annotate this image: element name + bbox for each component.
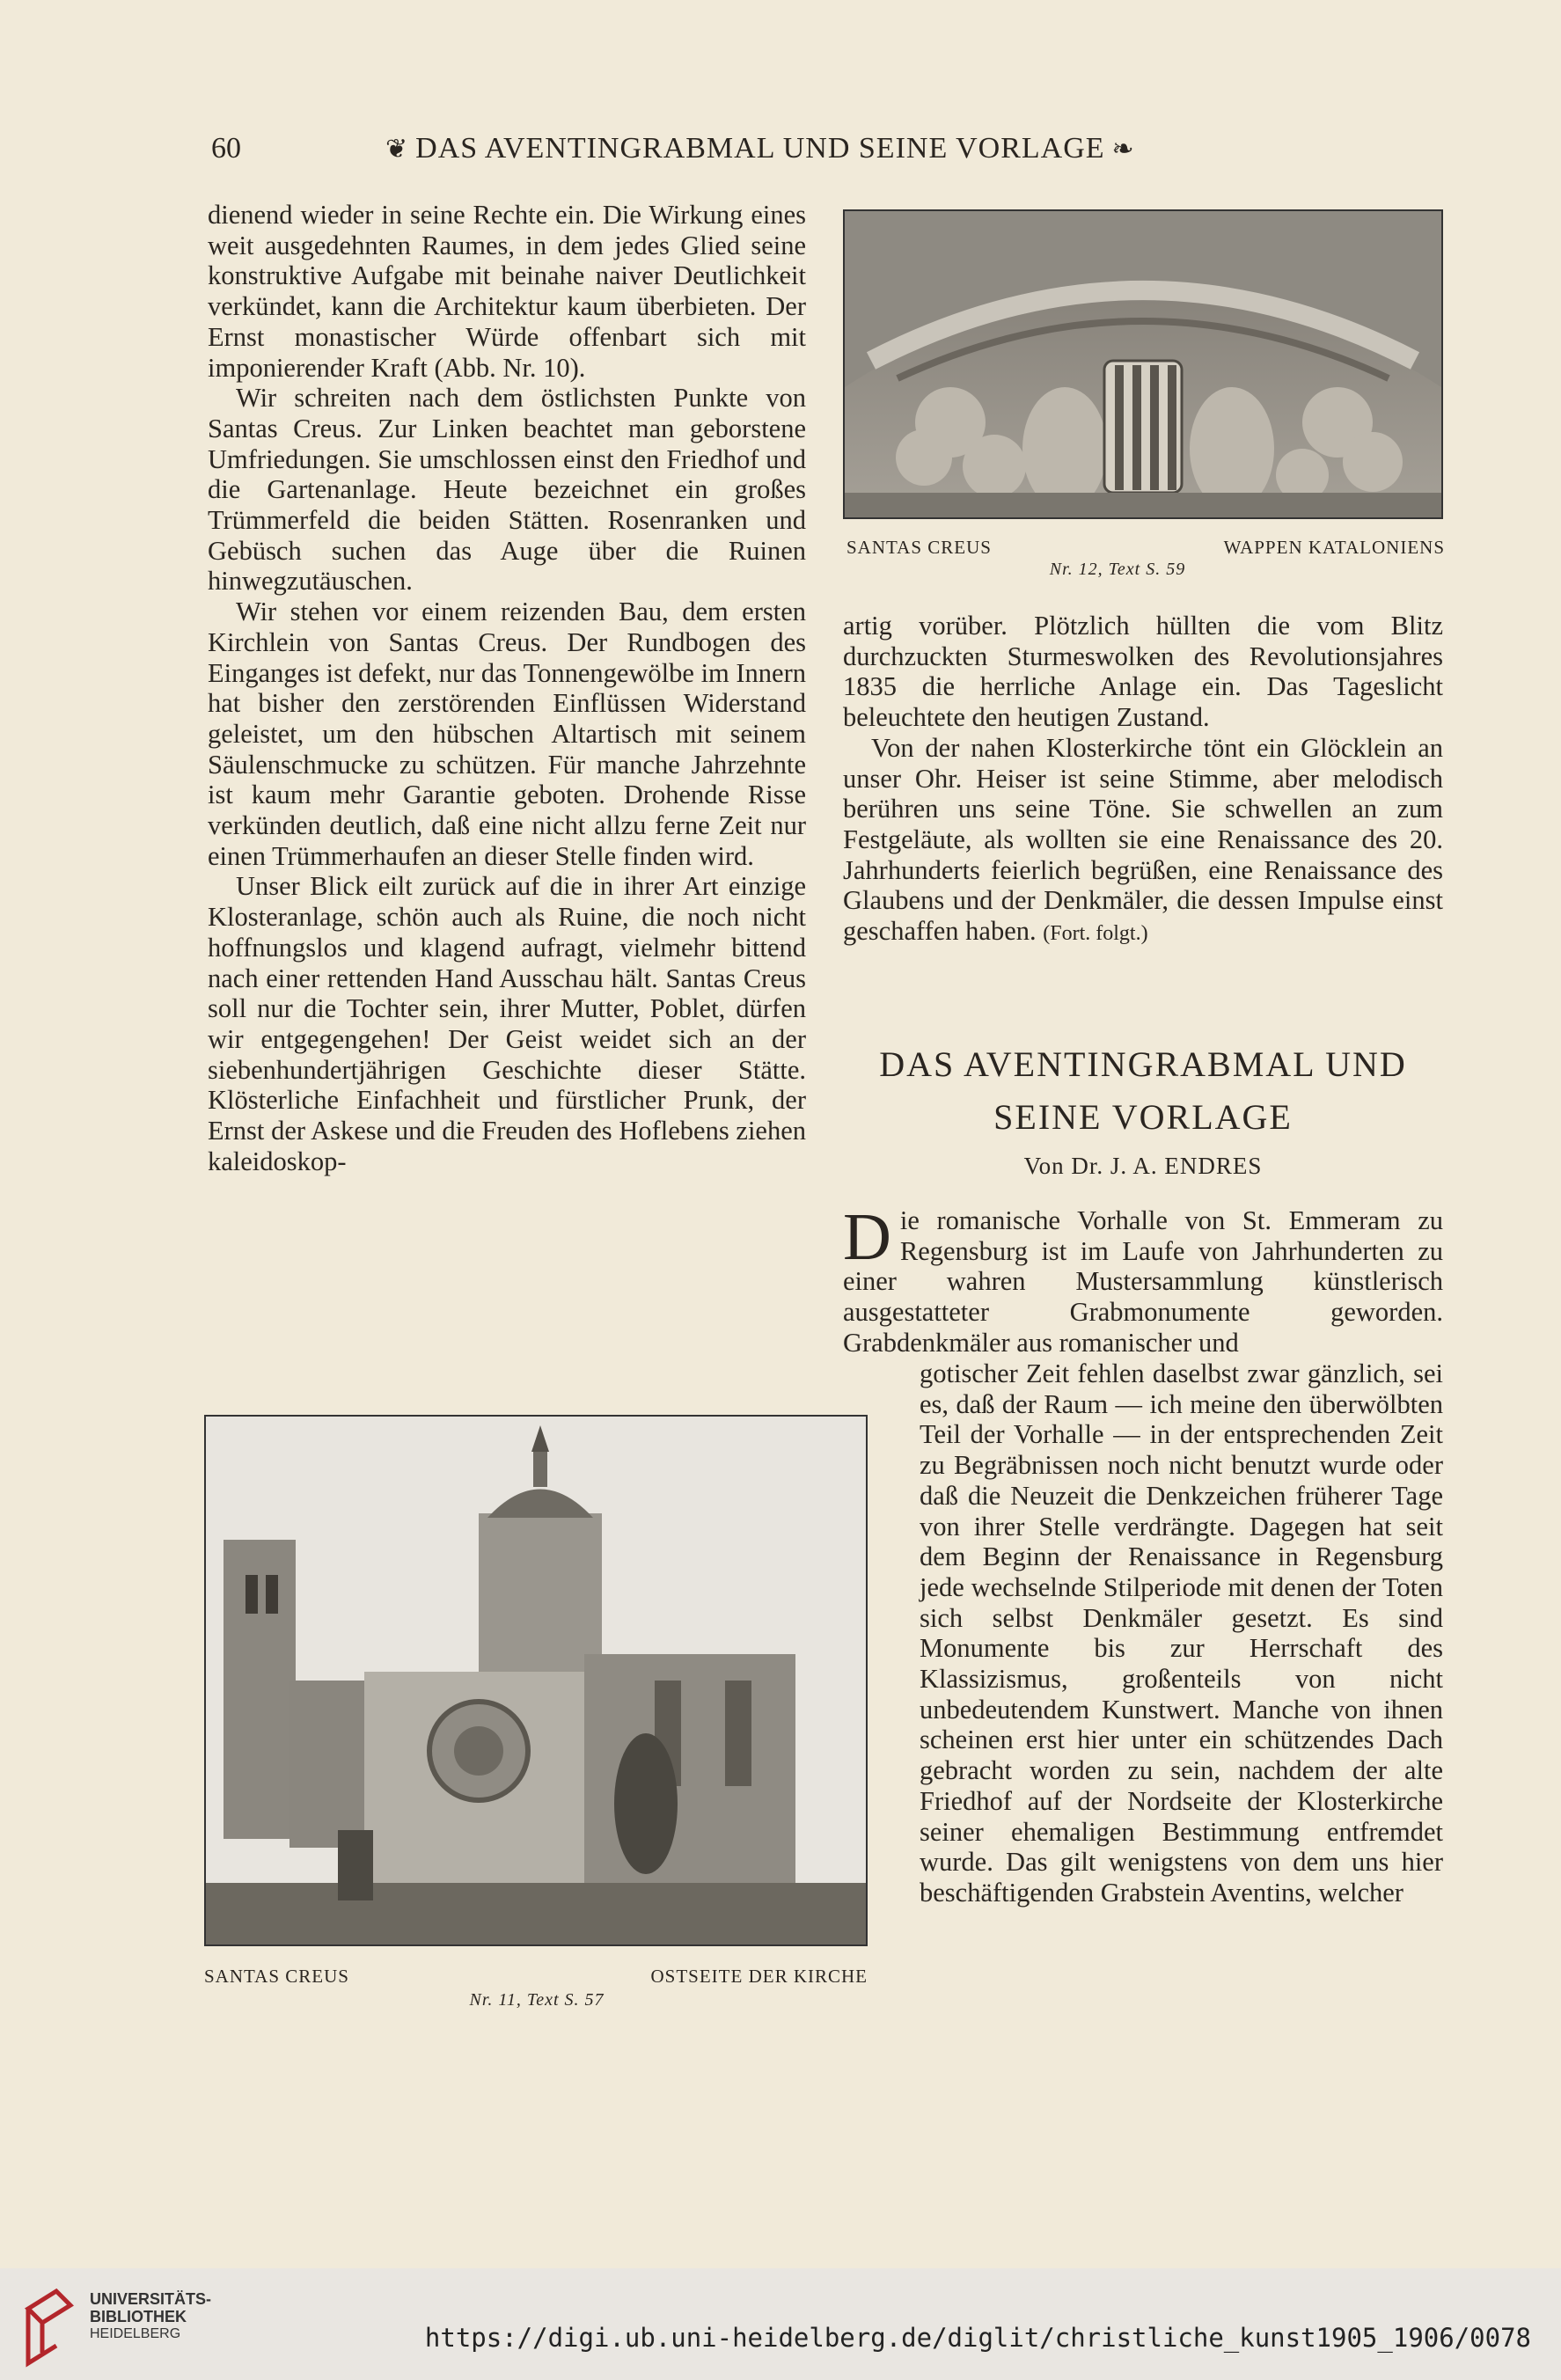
library-name bbox=[90, 2290, 211, 2343]
article-continued: gotischer Zeit fehlen daselbst zwar gänzlich, sei es, daß der Raum — ich meine den überwölbten Teil der Vorhalle — in der entsprechenden Zeit zu Begräbnissen noch nicht benutzt wurde oder daß die Neuzeit die Denkzeichen früherer Tage von ihrer Stelle verdrängte. Dagegen hat seit dem Beginn der Renaissance in Regensburg jede wechselnde Stilperiode mit denen der Toten sich selbst Denkmäler gesetzt. Es sind Monumente bis zur Herrschaft des Klassizismus, großenteils von nicht unbedeutendem Kunstwert. Manche von ihnen scheinen erst hier unter ein schützendes Dach gebracht worden zu sein, nachdem der alte Friedhof auf der Nordseite der Klosterkirche seiner ehemaligen Bestimmung entfremdet wurde. Das gilt wenigstens von dem uns hier beschäftigenden Grabstein Aventins, welcher bbox=[920, 1358, 1443, 1908]
paragraph: Wir stehen vor einem reizenden Bau, dem ersten Kirchlein von Santas Creus. Der Rundbogen des Einganges ist defekt, nur das Tonnengewölbe im Innern hat bisher den zerstörenden Einflüssen Widerstand geleistet, um den hübschen Altartisch mit seinem Säulenschmucke zu schützen. Für manche Jahrzehnte ist kaum mehr Garantie geboten. Drohende Risse verkünden deutlich, daß eine nicht allzu ferne Zeit nur einen Trümmerhaufen an dieser Stelle finden wird. bbox=[208, 597, 806, 871]
figure-top-caption-left: SANTAS CREUS bbox=[846, 537, 992, 558]
left-column bbox=[208, 200, 806, 1177]
drop-cap: D bbox=[843, 1200, 891, 1274]
paragraph: dienend wieder in seine Rechte ein. Die Wirkung eines weit ausgedehnten Raumes, in dem jedes Glied seine konstruktive Aufgabe mit beinahe naiver Deutlichkeit verkündet, kann die Architektur kaum überbieten. Der Ernst monastischer Würde offenbart sich mit imponierender Kraft (Abb. Nr. 10). bbox=[208, 200, 806, 383]
relief-image bbox=[845, 211, 1441, 517]
ornament-right-icon: ❧ bbox=[1111, 135, 1135, 164]
article-byline: Von Dr. J. A. ENDRES bbox=[1023, 1153, 1263, 1179]
figure-top-caption-right: WAPPEN KATALONIENS bbox=[1223, 537, 1445, 558]
figure-top-caption-nr: Nr. 12, Text S. 59 bbox=[1049, 560, 1186, 579]
figure-bottom-caption-right: OSTSEITE DER KIRCHE bbox=[650, 1966, 868, 1987]
figure-ostseite-der-kirche bbox=[204, 1415, 868, 1946]
page-number: 60 bbox=[211, 132, 241, 165]
article-lead bbox=[843, 1200, 1443, 1358]
library-line3: HEIDELBERG bbox=[90, 2326, 181, 2341]
article-title-line2: SEINE VORLAGE bbox=[993, 1097, 1293, 1137]
article-title-line1: DAS AVENTINGRABMAL UND bbox=[879, 1044, 1407, 1084]
article-lead-text: ie romanische Vorhalle von St. Emmeram zu Regensburg ist im Laufe von Jahrhunderten zu einer wahren Mustersammlung künstlerisch ausgestatteter Grabmonumente geworden. Grabdenkmäler aus romanischer und bbox=[843, 1205, 1443, 1358]
ornament-left-icon: ❦ bbox=[385, 135, 409, 164]
paragraph-text: Von der nahen Klosterkirche tönt ein Glöcklein an unser Ohr. Heiser ist seine Stimme, aber melodisch berühren uns seine Töne. Sie schwellen an zum Festgeläute, als wollten sie eine Renaissance des 20. Jahrhunderts feierlich begrüßen, eine Renaissance des Glaubens und der Denkmäler, die dessen Impulse einst geschaffen haben. bbox=[843, 732, 1443, 947]
library-line2: BIBLIOTHEK bbox=[90, 2308, 187, 2325]
running-title bbox=[378, 132, 1142, 165]
paragraph bbox=[843, 733, 1443, 949]
library-line1: UNIVERSITÄTS- bbox=[90, 2290, 212, 2308]
figure-bottom-caption-left: SANTAS CREUS bbox=[204, 1966, 349, 1987]
running-title-text: DAS AVENTINGRABMAL UND SEINE VORLAGE bbox=[415, 132, 1105, 165]
library-logo-icon bbox=[21, 2284, 77, 2373]
church-image bbox=[206, 1417, 866, 1944]
right-column bbox=[843, 611, 1443, 949]
continued-note: (Fort. folgt.) bbox=[1043, 922, 1148, 946]
figure-bottom-caption-nr: Nr. 11, Text S. 57 bbox=[469, 1990, 605, 2010]
paragraph: Unser Blick eilt zurück auf die in ihrer Art einzige Klosteranlage, schön auch als Ruine, die noch nicht hoffnungslos und klagend aufragt, vielmehr bittend nach einer rettenden Hand Ausschau hält. Santas Creus soll nur die Tochter sein, ihrer Mutter, Poblet, dürfen wir entgegengehen! Der Geist weidet sich an der siebenhundertjährigen Geschichte dieser Stätte. Klösterliche Einfachheit und fürstlicher Prunk, der Ernst der Askese und die Freuden des Hoflebens ziehen kaleidoskop- bbox=[208, 871, 806, 1176]
paragraph: artig vorüber. Plötzlich hüllten die vom Blitz durchzuckten Sturmeswolken des Revolutionsjahres 1835 die herrliche Anlage ein. Das Tageslicht beleuchtete den heutigen Zustand. bbox=[843, 611, 1443, 733]
paragraph: Wir schreiten nach dem östlichsten Punkte von Santas Creus. Zur Linken beachtet man geborstene Umfriedungen. Sie umschlossen einst den Friedhof und die Gartenanlage. Heute bezeichnet ein großes Trümmerfeld die beiden Stätten. Rosenranken und Gebüsch suchen das Auge über die Ruinen hinwegzutäuschen. bbox=[208, 383, 806, 597]
figure-wappen-kataloniens bbox=[843, 209, 1443, 519]
source-url-link[interactable]: https://digi.ub.uni-heidelberg.de/diglit/christliche_kunst1905_1906/0078 bbox=[424, 2323, 1531, 2353]
